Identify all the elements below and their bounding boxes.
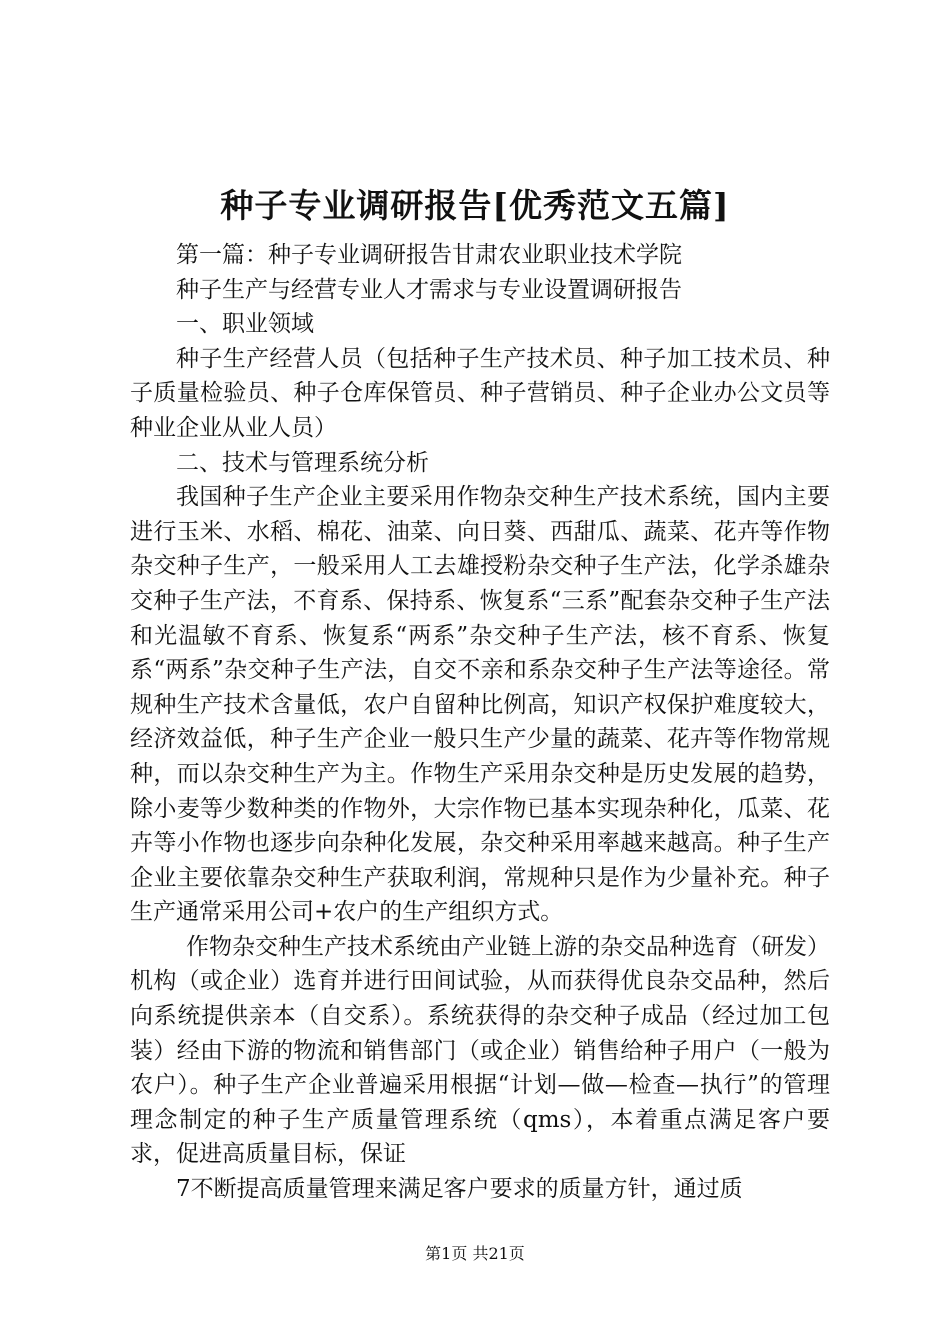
paragraph-3: 一、职业领域 xyxy=(176,311,314,338)
document-title: 种子专业调研报告[优秀范文五篇] xyxy=(220,186,730,225)
paragraph-2: 种子生产与经营专业人才需求与专业设置调研报告 xyxy=(176,276,682,303)
page-number-footer: 第1页 共21页 xyxy=(425,1244,525,1263)
paragraph-4: 种子生产经营人员（包括种子生产技术员、种子加工技术员、种子质量检验员、种子仓库保管员、种子营销员、种子企业办公文员等种业企业从业人员） xyxy=(130,345,830,441)
paragraph-5: 二、技术与管理系统分析 xyxy=(176,449,429,476)
paragraph-8: 7不断提高质量管理来满足客户要求的质量方针，通过质 xyxy=(176,1176,743,1203)
paragraph-1: 第一篇：种子专业调研报告甘肃农业职业技术学院 xyxy=(176,242,682,268)
document-body xyxy=(130,238,830,1207)
paragraph-6: 我国种子生产企业主要采用作物杂交种生产技术系统，国内主要进行玉米、水稻、棉花、油菜、向日葵、西甜瓜、蔬菜、花卉等作物杂交种子生产，一般采用人工去雄授粉杂交种子生产法，化学杀雄杂交种子生产法，不育系、保持系、恢复系“三系”配套杂交种子生产法和光温敏不育系、恢复系“两系”杂交种子生产法，核不育系、恢复系“两系”杂交种子生产法，自交不亲和系杂交种子生产法等途径。常规种生产技术含量低，农户自留种比例高，知识产权保护难度较大，经济效益低，种子生产企业一般只生产少量的蔬菜、花卉等作物常规种，而以杂交种生产为主。作物生产采用杂交种是历史发展的趋势，除小麦等少数种类的作物外，大宗作物已基本实现杂种化，瓜菜、花卉等小作物也逐步向杂种化发展，杂交种采用率越来越高。种子生产企业主要依靠杂交种生产获取利润，常规种只是作为少量补充。种子生产通常采用公司+农户的生产组织方式。 xyxy=(130,484,830,926)
paragraph-7: 作物杂交种生产技术系统由产业链上游的杂交品种选育（研发）机构（或企业）选育并进行田间试验，从而获得优良杂交品种，然后向系统提供亲本（自交系）。系统获得的杂交种子成品（经过加工包装）经由下游的物流和销售部门（或企业）销售给种子用户（一般为农户）。种子生产企业普遍采用根据“计划—做—检查—执行”的管理理念制定的种子生产质量管理系统（qms），本着重点满足客户要求，促进高质量目标，保证 xyxy=(130,933,830,1168)
